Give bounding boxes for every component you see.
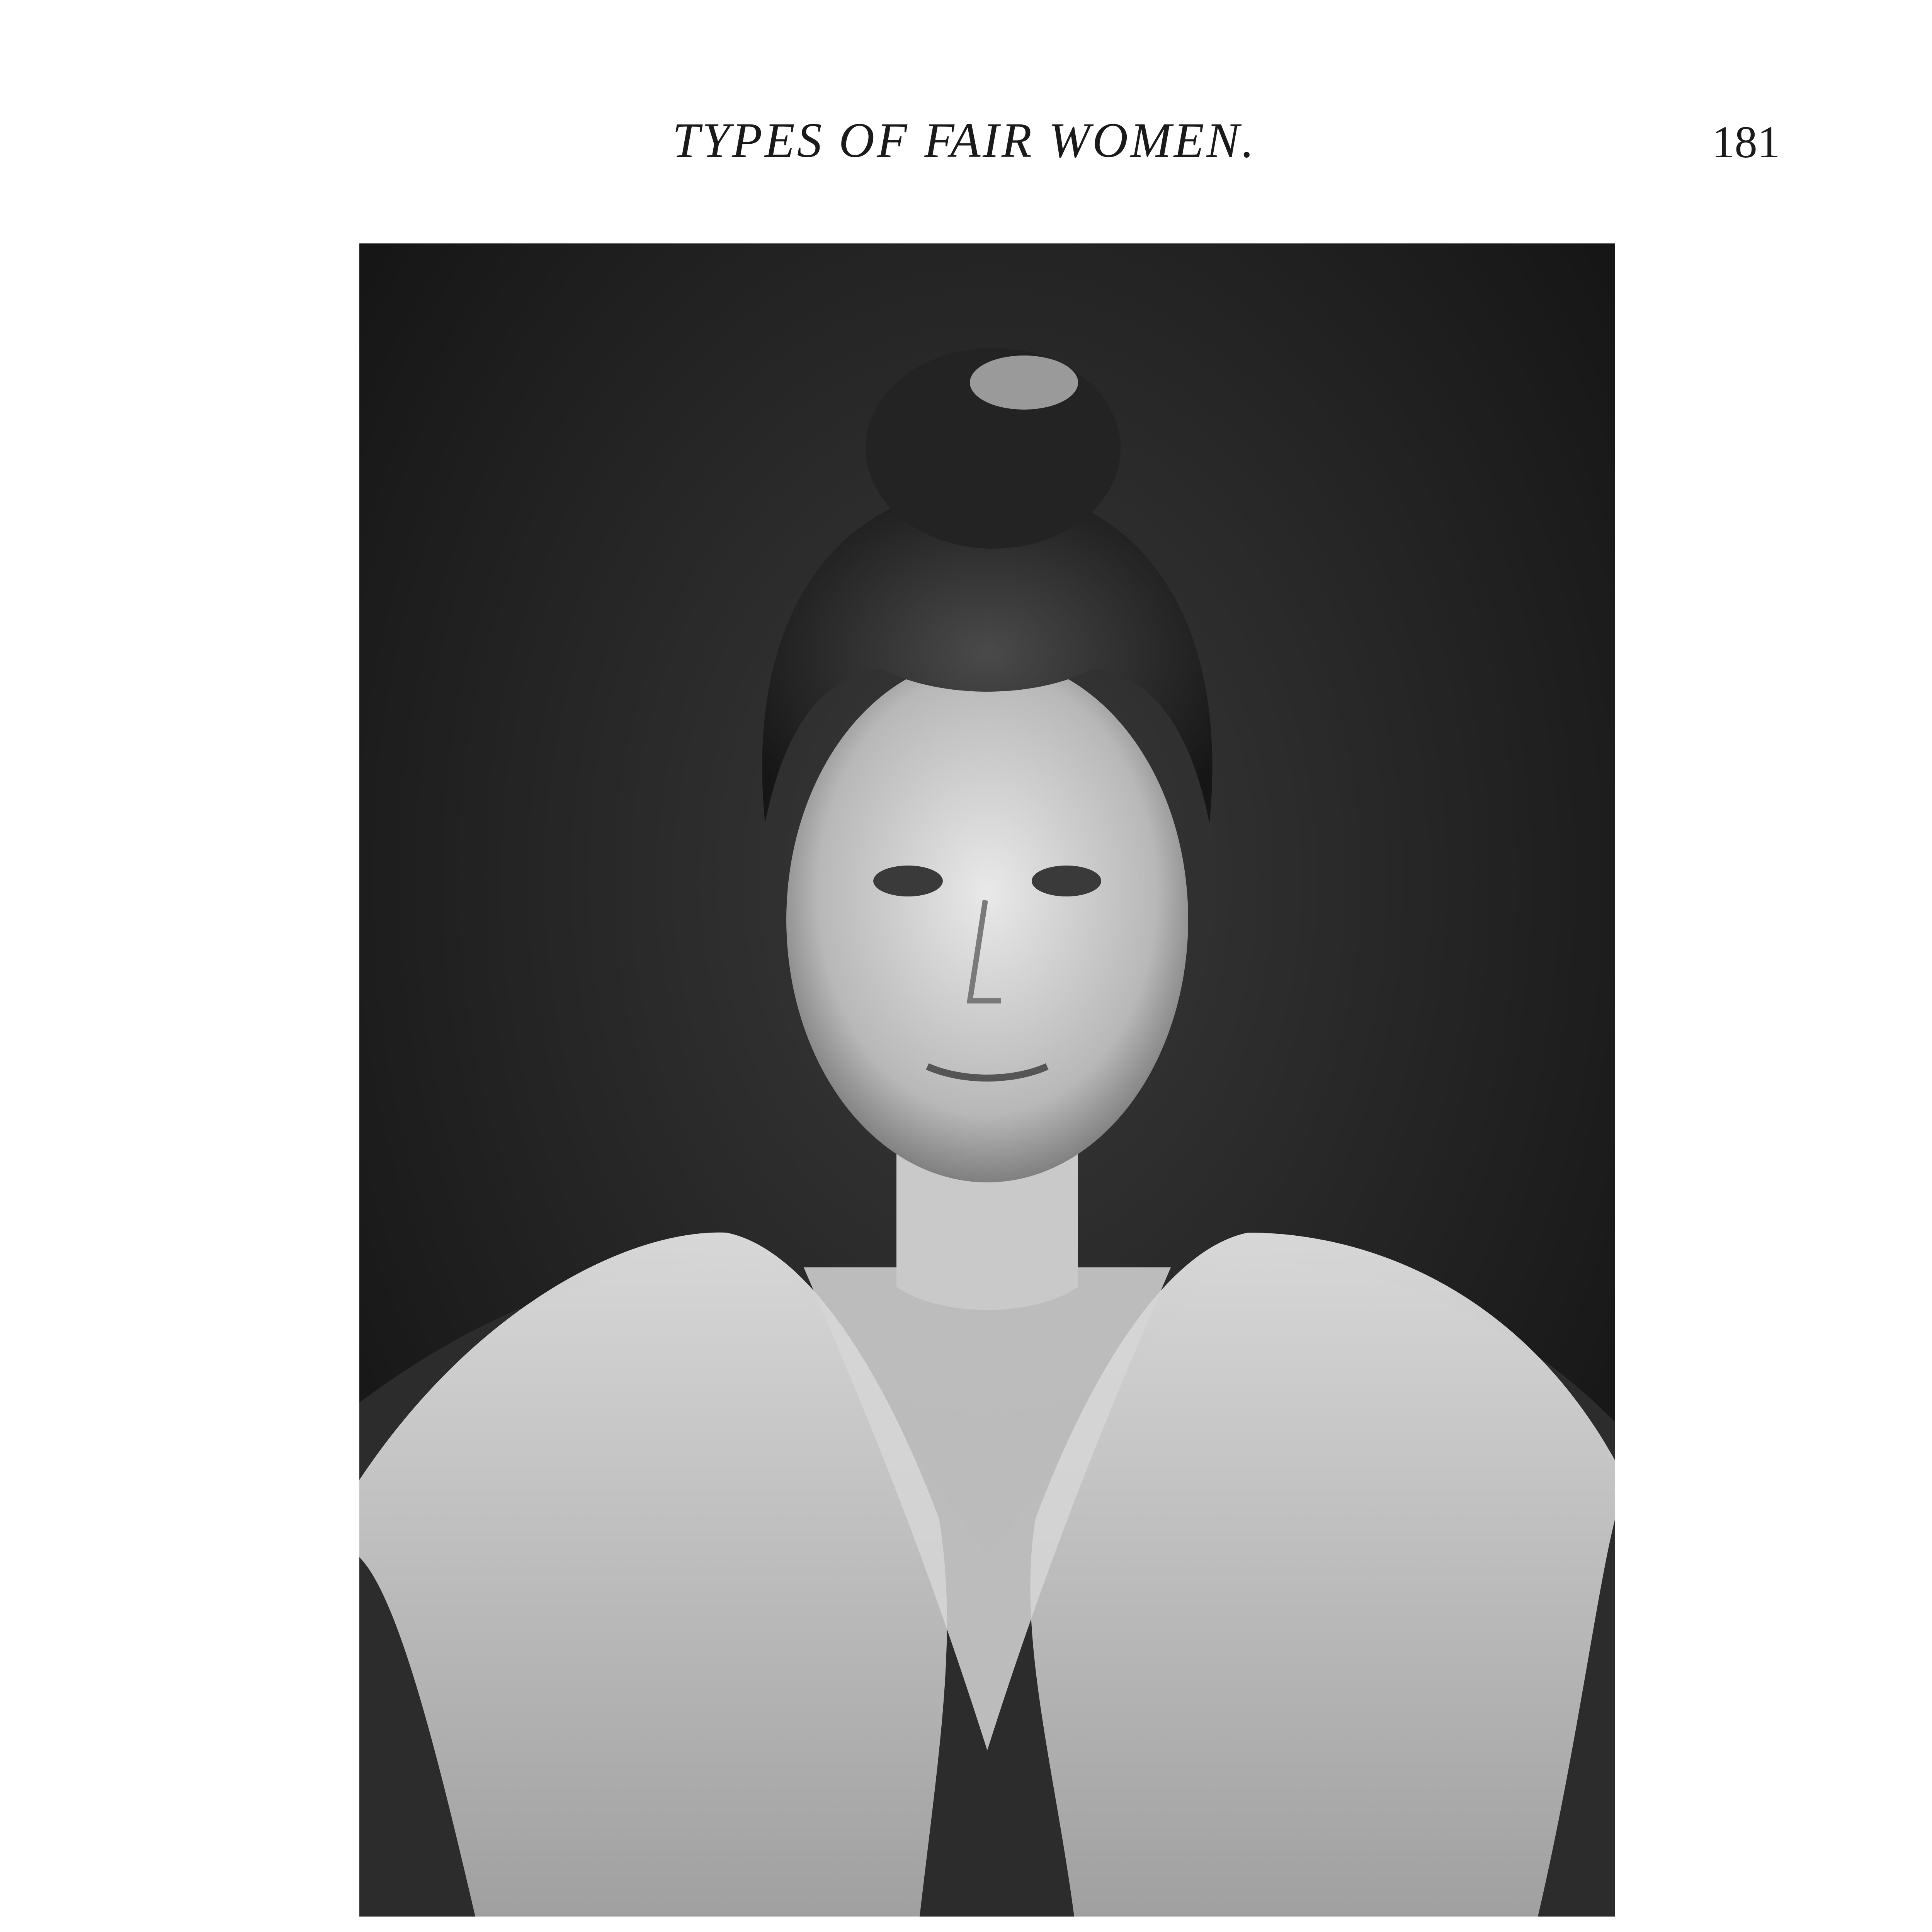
- running-title: TYPES OF FAIR WOMEN.: [672, 113, 1257, 168]
- portrait-photograph: [359, 243, 1615, 1917]
- page-number: 181: [1712, 117, 1780, 167]
